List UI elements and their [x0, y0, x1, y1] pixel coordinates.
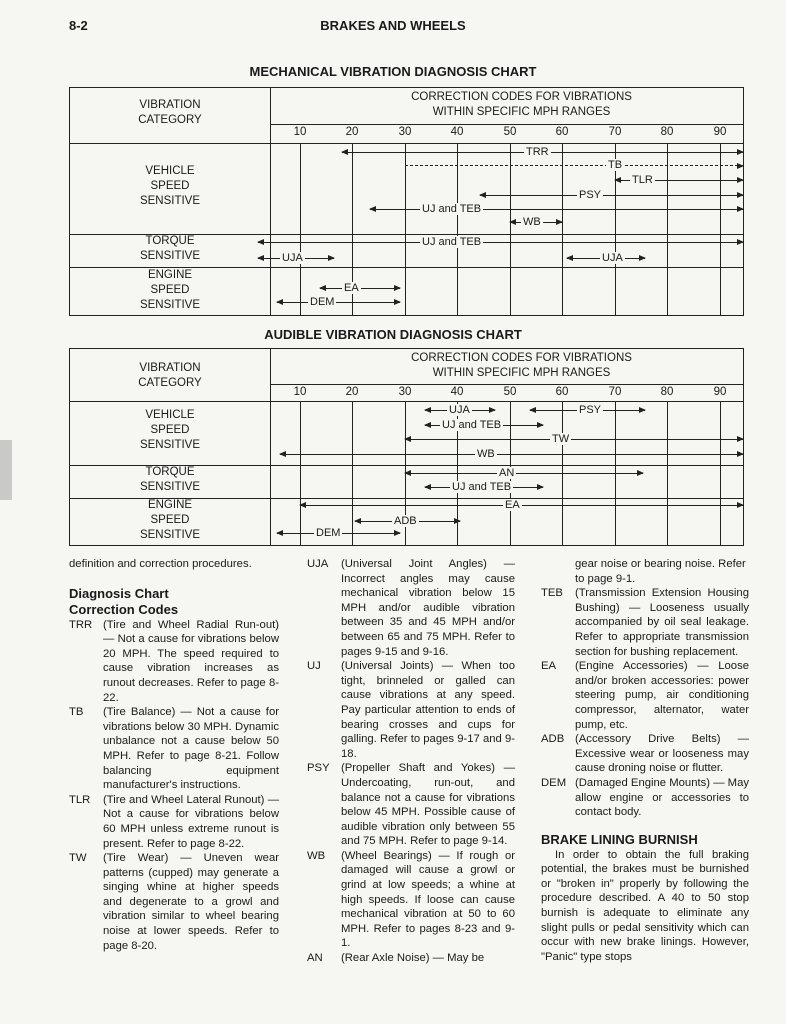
arrowhead-right: [737, 451, 744, 457]
column-1: [69, 557, 279, 953]
mph-tick-label: 30: [398, 126, 412, 138]
arrowhead-right: [737, 436, 744, 442]
code-description: (Propeller Shaft and Yokes) — Undercoating, run-out, and balance not a cause for vibrations below 45 MPH. Possible cause of audible vibration only between 55 and 75 MPH. Refer to page 9-14.: [341, 762, 515, 848]
aud-chart-title: AUDIBLE VIBRATION DIAGNOSIS CHART: [264, 327, 522, 342]
codes-header: CORRECTION CODES FOR VIBRATIONS WITHIN SPECIFIC MPH RANGES: [411, 352, 632, 379]
mph-gridline: [720, 401, 721, 545]
range-arrow: [405, 439, 743, 440]
correction-code-label: UJA: [602, 252, 623, 264]
correction-code-label: DEM: [316, 527, 341, 539]
mph-tick-label: 60: [555, 386, 569, 398]
code-abbr: TLR: [69, 793, 91, 806]
mph-tick-label: 30: [398, 386, 412, 398]
code-entry: [541, 586, 749, 659]
mph-tick-label: 20: [345, 126, 359, 138]
row-engine-speed: ENGINE SPEED SENSITIVE: [139, 499, 201, 541]
mph-tick-label: 50: [503, 126, 517, 138]
correction-code-label: WB: [477, 448, 495, 460]
code-description: (Damaged Engine Mounts) — May allow engine or accessories to contact body.: [575, 776, 749, 819]
header-rule: [70, 401, 743, 402]
code-entry: [541, 659, 749, 732]
range-arrow: [280, 454, 743, 455]
code-abbr: EA: [541, 660, 557, 673]
mph-gridline: [352, 401, 353, 545]
burnish-paragraph: In order to obtain the full braking potential, the brakes must be burnished or "broken in" properly by following the procedure described. A 40 to 50 stop burnish is adequate to eliminate any slight pulls or pedal sensitivity which can occur with new brake linings. However, "Panic" type stops: [541, 848, 749, 963]
mph-tick-label: 40: [450, 386, 464, 398]
arrowhead-right: [394, 299, 401, 305]
code-description: (Rear Axle Noise) — May be: [341, 952, 485, 965]
code-description: (Tire Balance) — Not a cause for vibrations below 30 MPH. Dynamic unbalance not a cause below 50 MPH. Refer to page 8-21. Follow balancing equipment manufacturer's instructions.: [103, 706, 279, 792]
code-entry: [541, 732, 749, 776]
code-abbr: WB: [307, 849, 326, 862]
mph-tick-label: 70: [608, 386, 622, 398]
mph-gridline: [720, 143, 721, 315]
mph-gridline: [562, 143, 563, 315]
range-arrow: [405, 165, 743, 166]
code-description: (Engine Accessories) — Loose and/or broken accessories: power steering pump, air conditioning compressor, alternator, water pump, etc.: [575, 660, 749, 731]
category-header: VIBRATION CATEGORY: [138, 362, 202, 389]
header-rule: [70, 143, 743, 144]
correction-code-label: ADB: [394, 515, 417, 527]
arrowhead-left: [509, 219, 516, 225]
correction-code-label: EA: [344, 282, 359, 294]
arrowhead-right: [737, 163, 744, 169]
code-abbr: DEM: [541, 776, 567, 789]
code-description: (Tire and Wheel Radial Run-out) — Not a cause for vibrations below 20 MPH. The speed required to cause vibration increases as runout decreases. Refer to page 8-22.: [103, 618, 279, 704]
code-abbr: PSY: [307, 762, 330, 775]
arrowhead-right: [639, 255, 646, 261]
row-torque: TORQUE SENSITIVE: [139, 235, 201, 262]
code-abbr: ADB: [541, 733, 565, 746]
code-description: (Universal Joint Angles) — Incorrect angles may cause mechanical vibration below 15 MPH and/or audible vibration between 35 and 45 MPH and/or between 65 and 75 MPH. Refer to pages 9-15 and 9-16.: [341, 558, 515, 658]
codes-header-rule: [270, 384, 743, 385]
range-arrow: [405, 473, 643, 474]
code-description: (Universal Joints) — When too tight, brinneled or galled can cause vibrations at any speed. Pay particular attention to ends of bearing crosses and cups for galling. Refer to pages 9-17 and 9-18.: [341, 660, 515, 760]
code-abbr: UJ: [307, 660, 321, 673]
correction-code-label: UJ and TEB: [442, 419, 502, 431]
code-entry: [69, 851, 279, 953]
arrowhead-left: [566, 255, 573, 261]
arrowhead-left: [369, 206, 376, 212]
correction-code-label: TLR: [632, 174, 653, 186]
arrowhead-right: [637, 470, 644, 476]
mph-tick-label: 50: [503, 386, 517, 398]
page-edge-tab: [0, 440, 12, 500]
mph-tick-label: 80: [660, 386, 674, 398]
range-arrow: [480, 195, 743, 196]
code-abbr: TEB: [541, 587, 563, 600]
code-abbr: AN: [307, 952, 323, 965]
code-abbr: TB: [69, 706, 84, 719]
arrowhead-left: [404, 436, 411, 442]
arrowhead-left: [424, 422, 431, 428]
mph-tick-label: 90: [713, 386, 727, 398]
column-2: [307, 557, 515, 966]
correction-code-label: EA: [505, 499, 520, 511]
range-arrow: [277, 302, 400, 303]
mph-tick-label: 10: [293, 126, 307, 138]
mech-chart-title: MECHANICAL VIBRATION DIAGNOSIS CHART: [249, 64, 537, 79]
category-header: VIBRATION CATEGORY: [138, 99, 202, 126]
correction-code-label: UJ and TEB: [452, 481, 512, 493]
code-entry: [69, 705, 279, 793]
arrowhead-right: [537, 422, 544, 428]
mph-gridline: [457, 143, 458, 315]
code-description: (Tire and Wheel Lateral Runout) — Not a cause for vibrations below 60 MPH unless extreme runout is present. Refer to page 8-22.: [103, 793, 279, 850]
mph-tick-label: 80: [660, 126, 674, 138]
column-3: [541, 557, 749, 964]
correction-code-label: TW: [552, 433, 570, 445]
arrowhead-left: [479, 192, 486, 198]
arrowhead-left: [424, 484, 431, 490]
mph-tick-label: 60: [555, 126, 569, 138]
arrowhead-left: [354, 518, 361, 524]
row-vehicle-speed: VEHICLE SPEED SENSITIVE: [139, 165, 201, 207]
row-divider: [70, 234, 743, 235]
section-title: BRAKES AND WHEELS: [320, 18, 466, 33]
code-entry: [307, 951, 515, 966]
code-description: (Accessory Drive Belts) — Excessive wear or looseness may cause droning noise or flutter.: [575, 733, 749, 775]
code-entry: [307, 659, 515, 761]
burnish-heading: BRAKE LINING BURNISH: [541, 831, 698, 847]
code-entry: [69, 618, 279, 706]
correction-code-label: TB: [608, 159, 623, 171]
arrowhead-left: [279, 451, 286, 457]
correction-code-label: PSY: [579, 404, 602, 416]
row-divider: [70, 267, 743, 268]
arrowhead-right: [737, 149, 744, 155]
row-engine-speed: ENGINE SPEED SENSITIVE: [139, 269, 201, 311]
correction-code-label: PSY: [579, 189, 602, 201]
lead-text: gear noise or bearing noise. Refer to page 9-1.: [575, 558, 746, 585]
code-entry: [541, 776, 749, 820]
page-number: 8-2: [69, 18, 88, 33]
code-abbr: TW: [69, 852, 87, 865]
code-description: (Tire Wear) — Uneven wear patterns (cupped) may generate a singing whine at higher speeds and degenerate to a growl and vibration similar to wheel bearing noise at lower speeds. Refer to page 8-20.: [103, 852, 279, 952]
mph-tick-label: 40: [450, 126, 464, 138]
code-entry: [69, 793, 279, 851]
correction-code-label: WB: [523, 216, 541, 228]
arrowhead-left: [257, 239, 264, 245]
code-abbr: TRR: [69, 618, 93, 631]
mph-gridline: [405, 143, 406, 315]
arrowhead-left: [614, 177, 621, 183]
mph-gridline: [300, 143, 301, 315]
mph-gridline: [510, 143, 511, 315]
code-abbr: UJA: [307, 558, 329, 570]
correction-code-label: TRR: [526, 146, 549, 158]
codes-header: CORRECTION CODES FOR VIBRATIONS WITHIN SPECIFIC MPH RANGES: [411, 91, 632, 118]
arrowhead-right: [737, 239, 744, 245]
arrowhead-left: [276, 530, 283, 536]
section-heading: Diagnosis Chart Correction Codes: [69, 585, 179, 617]
row-torque: TORQUE SENSITIVE: [139, 466, 201, 493]
arrowhead-right: [737, 206, 744, 212]
mph-tick-label: 90: [713, 126, 727, 138]
arrowhead-right: [328, 255, 335, 261]
row-divider: [70, 498, 743, 499]
range-arrow: [258, 242, 743, 243]
arrowhead-right: [454, 518, 461, 524]
arrowhead-right: [394, 530, 401, 536]
codes-header-rule: [270, 124, 743, 125]
aud-vibration-chart: [69, 348, 744, 546]
correction-code-label: UJ and TEB: [422, 203, 482, 215]
correction-code-label: AN: [499, 467, 515, 479]
mph-gridline: [300, 401, 301, 545]
arrowhead-right: [394, 285, 401, 291]
arrowhead-right: [639, 407, 646, 413]
arrowhead-right: [737, 177, 744, 183]
row-divider: [70, 465, 743, 466]
correction-code-label: UJA: [449, 404, 470, 416]
arrowhead-left: [404, 470, 411, 476]
correction-code-label: UJA: [282, 252, 303, 264]
mech-vibration-chart: [69, 87, 744, 316]
arrowhead-left: [424, 407, 431, 413]
code-description: (Wheel Bearings) — If rough or damaged will cause a growl or grind at low speeds; a whine at high speeds. If loose can cause mechanical vibration at 50 to 60 MPH. Refer to pages 8-23 and 9-1.: [341, 849, 515, 950]
code-entry: [307, 849, 515, 951]
mph-gridline: [667, 143, 668, 315]
arrowhead-left: [319, 285, 326, 291]
arrowhead-left: [529, 407, 536, 413]
arrowhead-right: [556, 219, 563, 225]
category-divider: [270, 88, 271, 315]
code-entry: [307, 761, 515, 849]
correction-code-label: DEM: [310, 296, 335, 308]
arrowhead-left: [299, 502, 306, 508]
mph-tick-label: 20: [345, 386, 359, 398]
arrowhead-left: [341, 149, 348, 155]
mph-tick-label: 70: [608, 126, 622, 138]
arrowhead-right: [737, 192, 744, 198]
row-vehicle-speed: VEHICLE SPEED SENSITIVE: [139, 409, 201, 451]
code-description: (Transmission Extension Housing Bushing) — Looseness usually accompanied by oil seal leakage. Refer to appropriate transmission section for bushing replacement.: [575, 587, 749, 658]
intro-text: definition and correction procedures.: [69, 558, 252, 570]
arrowhead-right: [737, 502, 744, 508]
correction-code-label: UJ and TEB: [422, 236, 482, 248]
arrowhead-left: [257, 255, 264, 261]
arrowhead-left: [276, 299, 283, 305]
mph-tick-label: 10: [293, 386, 307, 398]
code-entry: [307, 557, 515, 659]
mph-gridline: [667, 401, 668, 545]
category-divider: [270, 349, 271, 545]
arrowhead-right: [489, 407, 496, 413]
arrowhead-right: [537, 484, 544, 490]
